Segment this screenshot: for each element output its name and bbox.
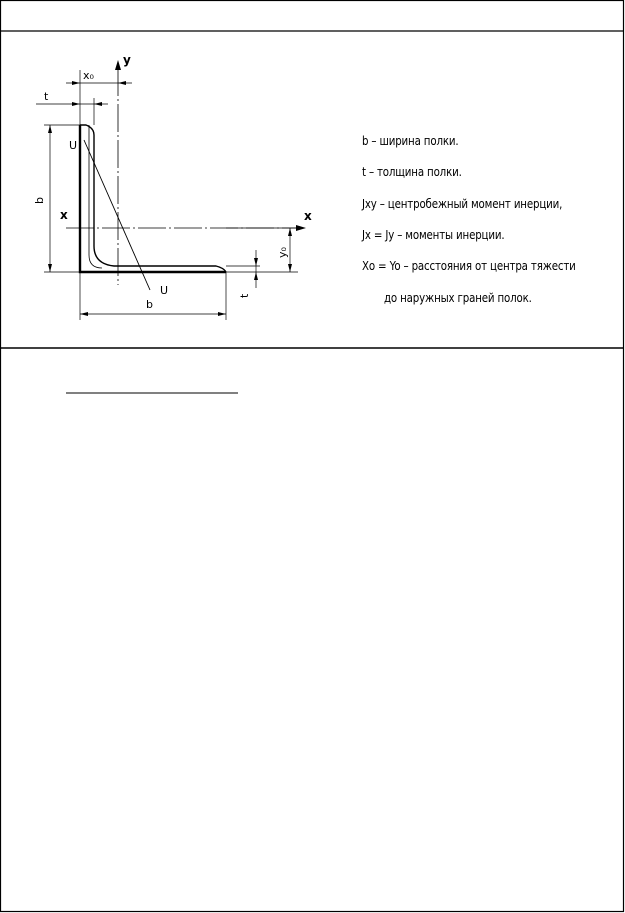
legend-item-xo-yo: Xo = Yo – расстояния от центра тяжести xyxy=(362,258,576,273)
flange-edge-lines xyxy=(89,125,102,268)
y0-label: y₀ xyxy=(276,247,289,258)
b-left-label: b xyxy=(33,197,46,204)
angle-outer-contour xyxy=(80,125,226,272)
legend-item-jxy: Jxy – центробежный момент инерции, xyxy=(362,196,563,211)
u-bottom-label: U xyxy=(160,284,169,297)
u-top-label: U xyxy=(69,139,78,152)
b-bottom-arrow-left xyxy=(80,312,88,316)
t-top-arrow-right xyxy=(94,102,102,106)
x0-label: x₀ xyxy=(83,69,94,82)
t-right-arrow-bottom xyxy=(254,272,258,280)
x0-arrow-left xyxy=(72,81,80,85)
legend-item-xo-yo-cont: до наружных граней полок. xyxy=(384,290,532,305)
x0-arrow-right xyxy=(118,81,126,85)
t-right-arrow-top xyxy=(254,258,258,266)
legend-item-b: b – ширина полки. xyxy=(362,133,459,148)
y0-arrow-top xyxy=(288,228,292,236)
b-bottom-label: b xyxy=(146,298,153,311)
t-top-label: t xyxy=(44,90,49,103)
t-top-arrow-left xyxy=(72,102,80,106)
t-right-label: t xyxy=(238,293,251,298)
legend-item-t: t – толщина полки. xyxy=(362,164,462,179)
y-axis-arrow xyxy=(115,60,121,70)
b-bottom-arrow-right xyxy=(218,312,226,316)
y-axis-label: y xyxy=(123,53,131,67)
b-left-arrow-top xyxy=(48,125,52,133)
legend-item-jx-jy: Jx = Jy – моменты инерции. xyxy=(362,227,505,242)
x-axis-label-left: x xyxy=(60,208,68,222)
x-axis-label-right: x xyxy=(304,209,312,223)
b-left-arrow-bottom xyxy=(48,264,52,272)
y0-arrow-bottom xyxy=(288,264,292,272)
angle-profile-drawing xyxy=(36,60,306,320)
angle-inner-contour xyxy=(80,125,226,272)
